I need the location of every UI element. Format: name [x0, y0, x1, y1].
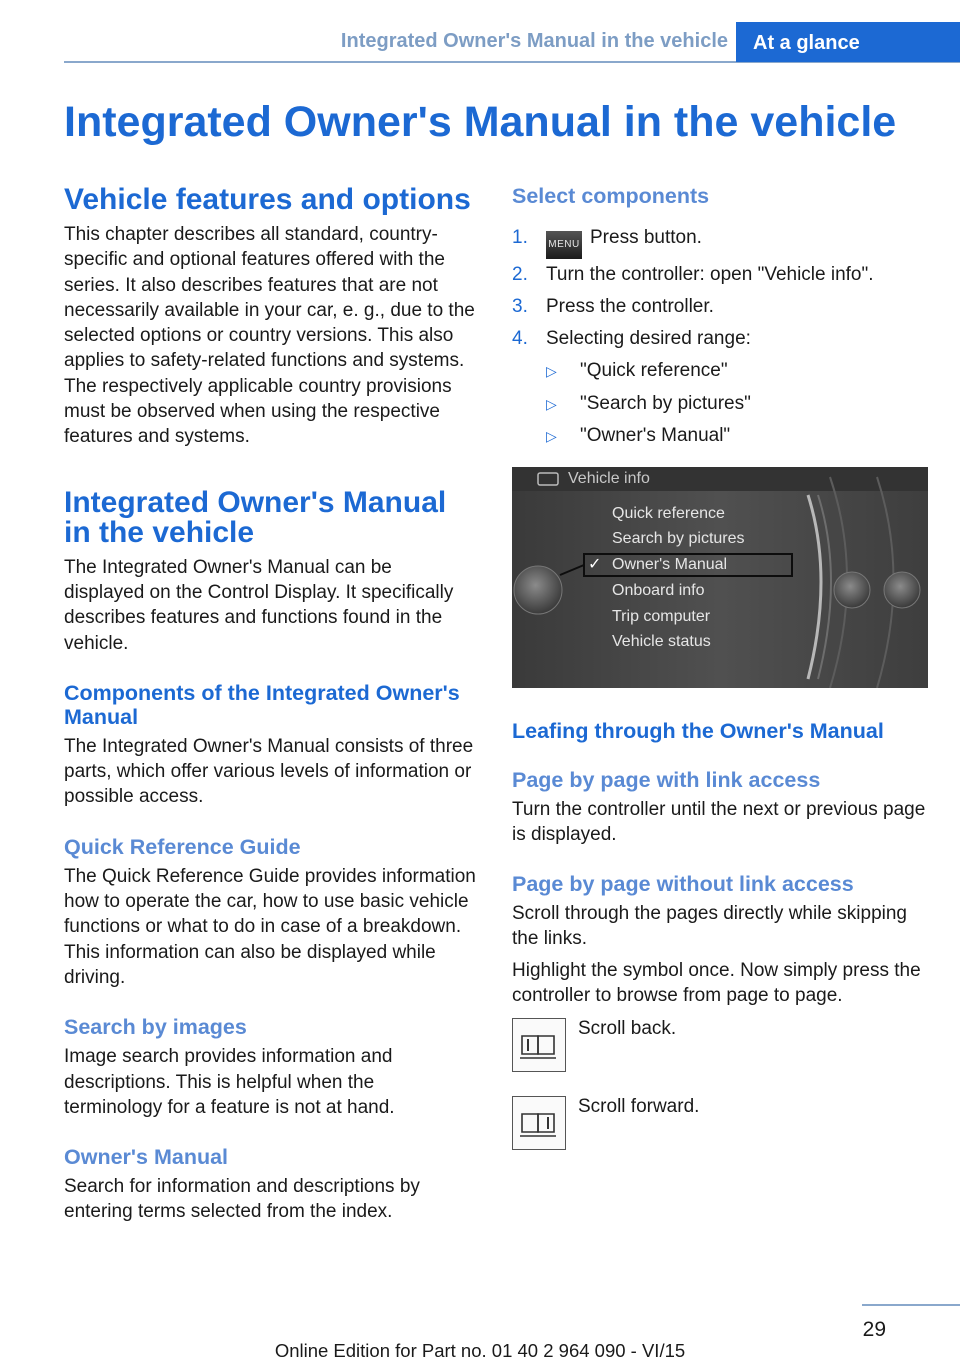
bullet-triangle-icon: ▷ — [546, 395, 557, 412]
step-item — [512, 259, 932, 291]
step-text: Press button. — [590, 227, 702, 248]
step-text: Selecting desired range: — [546, 328, 751, 349]
page-number: 29 — [862, 1318, 886, 1341]
range-option: ▷ "Quick reference" — [546, 355, 932, 388]
range-option: ▷ "Owner's Manual" — [546, 420, 932, 453]
screen-menu-item: Quick reference — [612, 504, 725, 522]
footer-edition: Online Edition for Part no. 01 40 2 964 090 - VI/15 — [274, 1340, 686, 1361]
subheading-link-access: Page by page with link access — [512, 767, 821, 792]
features-paragraph: This chapter describes all standard, country-specific and optional features offered with the series. It also describes features that are not necessarily available in your car, e. g., due to the selected options or country versions. This also applies to safety-related functions and systems. The respectively applicable country provisions must be observed when using the respective features and systems. — [64, 224, 475, 448]
steps-list — [512, 222, 932, 355]
search-by-images-paragraph: Image search provides information and descriptions. This is helpful when the terminology for a feature is not at hand. — [64, 1046, 395, 1118]
components-paragraph: The Integrated Owner's Manual consists of three parts, which offer various levels of information or possible access. — [64, 735, 474, 808]
screen-menu-item: Search by pictures — [612, 530, 745, 548]
screen-menu-item: Onboard info — [612, 581, 705, 599]
screen-title: Vehicle info — [568, 469, 650, 487]
scroll-forward-row — [512, 1096, 932, 1156]
right-column — [512, 184, 932, 1156]
highlight-paragraph: Highlight the symbol once. Now simply press the controller to browse from page to page. — [512, 959, 921, 1006]
footer-rule — [862, 1304, 960, 1306]
subheading-quick-reference: Quick Reference Guide — [64, 834, 301, 859]
screen-menu-item-selected: ✓ Owner's Manual — [612, 552, 745, 578]
subheading-owners-manual: Owner's Manual — [64, 1145, 229, 1170]
step-number: 3. — [512, 296, 528, 317]
side-button — [884, 572, 920, 608]
step-item — [512, 222, 932, 259]
section-heading-integrated-manual: Integrated Owner's Manual in the vehicle — [64, 485, 447, 550]
step-text: Turn the controller: open "Vehicle info". — [546, 264, 874, 285]
header-section-title: Integrated Owner's Manual in the vehicle — [340, 30, 728, 52]
header-chapter-tab[interactable]: At a glance — [736, 22, 960, 62]
quick-reference-paragraph: The Quick Reference Guide provides information how to operate the car, how to use basic vehicle functions or what to do in case of a breakdown. This information can also be displayed while driving. — [64, 865, 476, 988]
check-icon: ✓ — [588, 556, 602, 574]
no-link-paragraph: Scroll through the pages directly while skipping the links. — [512, 903, 907, 950]
page-title: Integrated Owner's Manual in the vehicle — [64, 98, 897, 146]
control-display-screenshot — [512, 467, 928, 688]
scroll-forward-label: Scroll forward. — [578, 1096, 700, 1118]
bullet-triangle-icon: ▷ — [546, 363, 557, 379]
side-button — [834, 572, 870, 608]
book-forward-icon — [512, 1096, 566, 1150]
step-item — [512, 291, 932, 323]
step-number: 1. — [512, 227, 528, 248]
section-heading-features: Vehicle features and options — [64, 183, 471, 216]
subheading-search-by-images: Search by images — [64, 1015, 247, 1040]
book-back-icon — [512, 1018, 566, 1072]
scroll-back-label: Scroll back. — [578, 1018, 677, 1040]
subheading-components: Components of the Integrated Owner's Manual — [64, 680, 460, 729]
owners-manual-paragraph: Search for information and descriptions by entering terms selected from the index. — [64, 1176, 420, 1223]
subheading-no-link-access: Page by page without link access — [512, 872, 854, 897]
screen-menu — [588, 501, 745, 656]
subheading-leafing: Leafing through the Owner's Manual — [512, 718, 884, 743]
range-option: ▷ "Search by pictures" — [546, 388, 932, 421]
left-column — [64, 184, 476, 1225]
step-item — [512, 323, 932, 355]
step-number: 2. — [512, 264, 528, 285]
step-number: 4. — [512, 328, 528, 349]
link-access-paragraph: Turn the controller until the next or previous page is displayed. — [512, 798, 926, 845]
subheading-select-components: Select components — [512, 184, 710, 208]
scroll-back-row — [512, 1018, 932, 1096]
menu-button-icon: MENU — [546, 231, 582, 259]
integrated-manual-paragraph: The Integrated Owner's Manual can be displayed on the Control Display. It specifically describes features and functions found in the vehicle. — [64, 556, 454, 654]
controller-knob — [514, 566, 562, 614]
range-options-list — [512, 355, 932, 453]
screen-menu-item: Trip computer — [612, 607, 711, 625]
screen-menu-item: Vehicle status — [612, 633, 711, 651]
step-text: Press the controller. — [546, 296, 714, 317]
bullet-triangle-icon: ▷ — [546, 428, 557, 444]
